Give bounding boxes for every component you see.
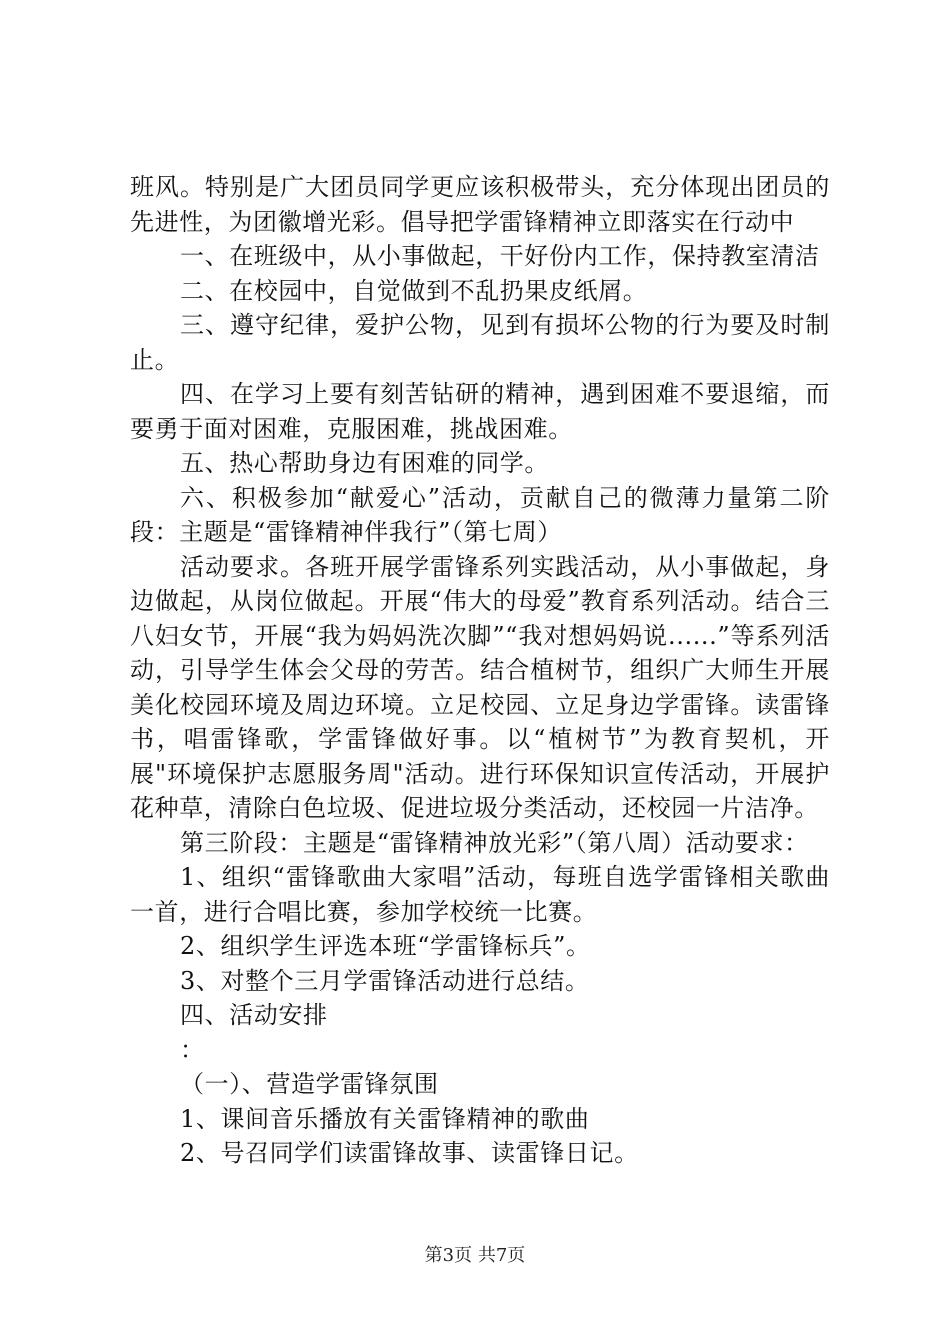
paragraph: 2、组织学生评选本班“学雷锋标兵”。	[180, 932, 591, 960]
paragraph: 第三阶段：主题是“雷锋精神放光彩”（第八周）活动要求：	[180, 828, 809, 857]
paragraph: 四、在学习上要有刻苦钻研的精神，遇到困难不要退缩，而要勇于面对困难，克服困难，挑战困难。	[130, 380, 830, 443]
paragraph: 活动要求。各班开展学雷锋系列实践活动，从小事做起，身边做起，从岗位做起。开展“伟大的母爱”教育系列活动。结合三八妇女节，开展“我为妈妈洗次脚”“我对想妈妈说......”等系列活动，引导学生体会父母的劳苦。结合植树节，组织广大师生开展美化校园环境及周边环境。立足校园、立足身边学雷锋。读雷锋书，唱雷锋歌，学雷锋做好事。以“植树节”为教育契机，开展"环境保护志愿服务周"活动。进行环保知识宣传活动，开展护花种草，清除白色垃圾、促进垃圾分类活动，还校园一片洁净。	[130, 552, 830, 822]
paragraph: 1、课间音乐播放有关雷锋精神的歌曲	[180, 1104, 590, 1133]
paragraph: 五、热心帮助身边有困难的同学。	[180, 449, 549, 477]
subsection-heading: （一）、营造学雷锋氛围	[180, 1070, 439, 1098]
paragraph: 1、组织“雷锋歌曲大家唱”活动，每班自选学雷锋相关歌曲一首，进行合唱比赛，参加学校统一比赛。	[130, 863, 830, 926]
document-body	[130, 170, 830, 1171]
paragraph: 三、遵守纪律，爱护公物，见到有损坏公物的行为要及时制止。	[130, 311, 830, 374]
paragraph: 一、在班级中，从小事做起，干好份内工作，保持教室清洁	[180, 242, 820, 270]
paragraph: ：	[180, 1035, 205, 1064]
paragraph: 3、对整个三月学雷锋活动进行总结。	[180, 966, 590, 995]
paragraph: 二、在校园中，自觉做到不乱扔果皮纸屑。	[180, 276, 648, 305]
page-number-label: 第3页 共7页	[424, 1245, 526, 1266]
paragraph: 六、积极参加“献爱心”活动，贡献自己的微薄力量第二阶段：主题是“雷锋精神伴我行”（第七周）	[130, 483, 830, 546]
section-heading: 四、活动安排	[180, 1001, 328, 1029]
paragraph: 2、号召同学们读雷锋故事、读雷锋日记。	[180, 1139, 639, 1167]
page-footer	[0, 1245, 950, 1267]
paragraph: 班风。特别是广大团员同学更应该积极带头，充分体现出团员的先进性，为团徽增光彩。倡导把学雷锋精神立即落实在行动中	[130, 173, 830, 236]
